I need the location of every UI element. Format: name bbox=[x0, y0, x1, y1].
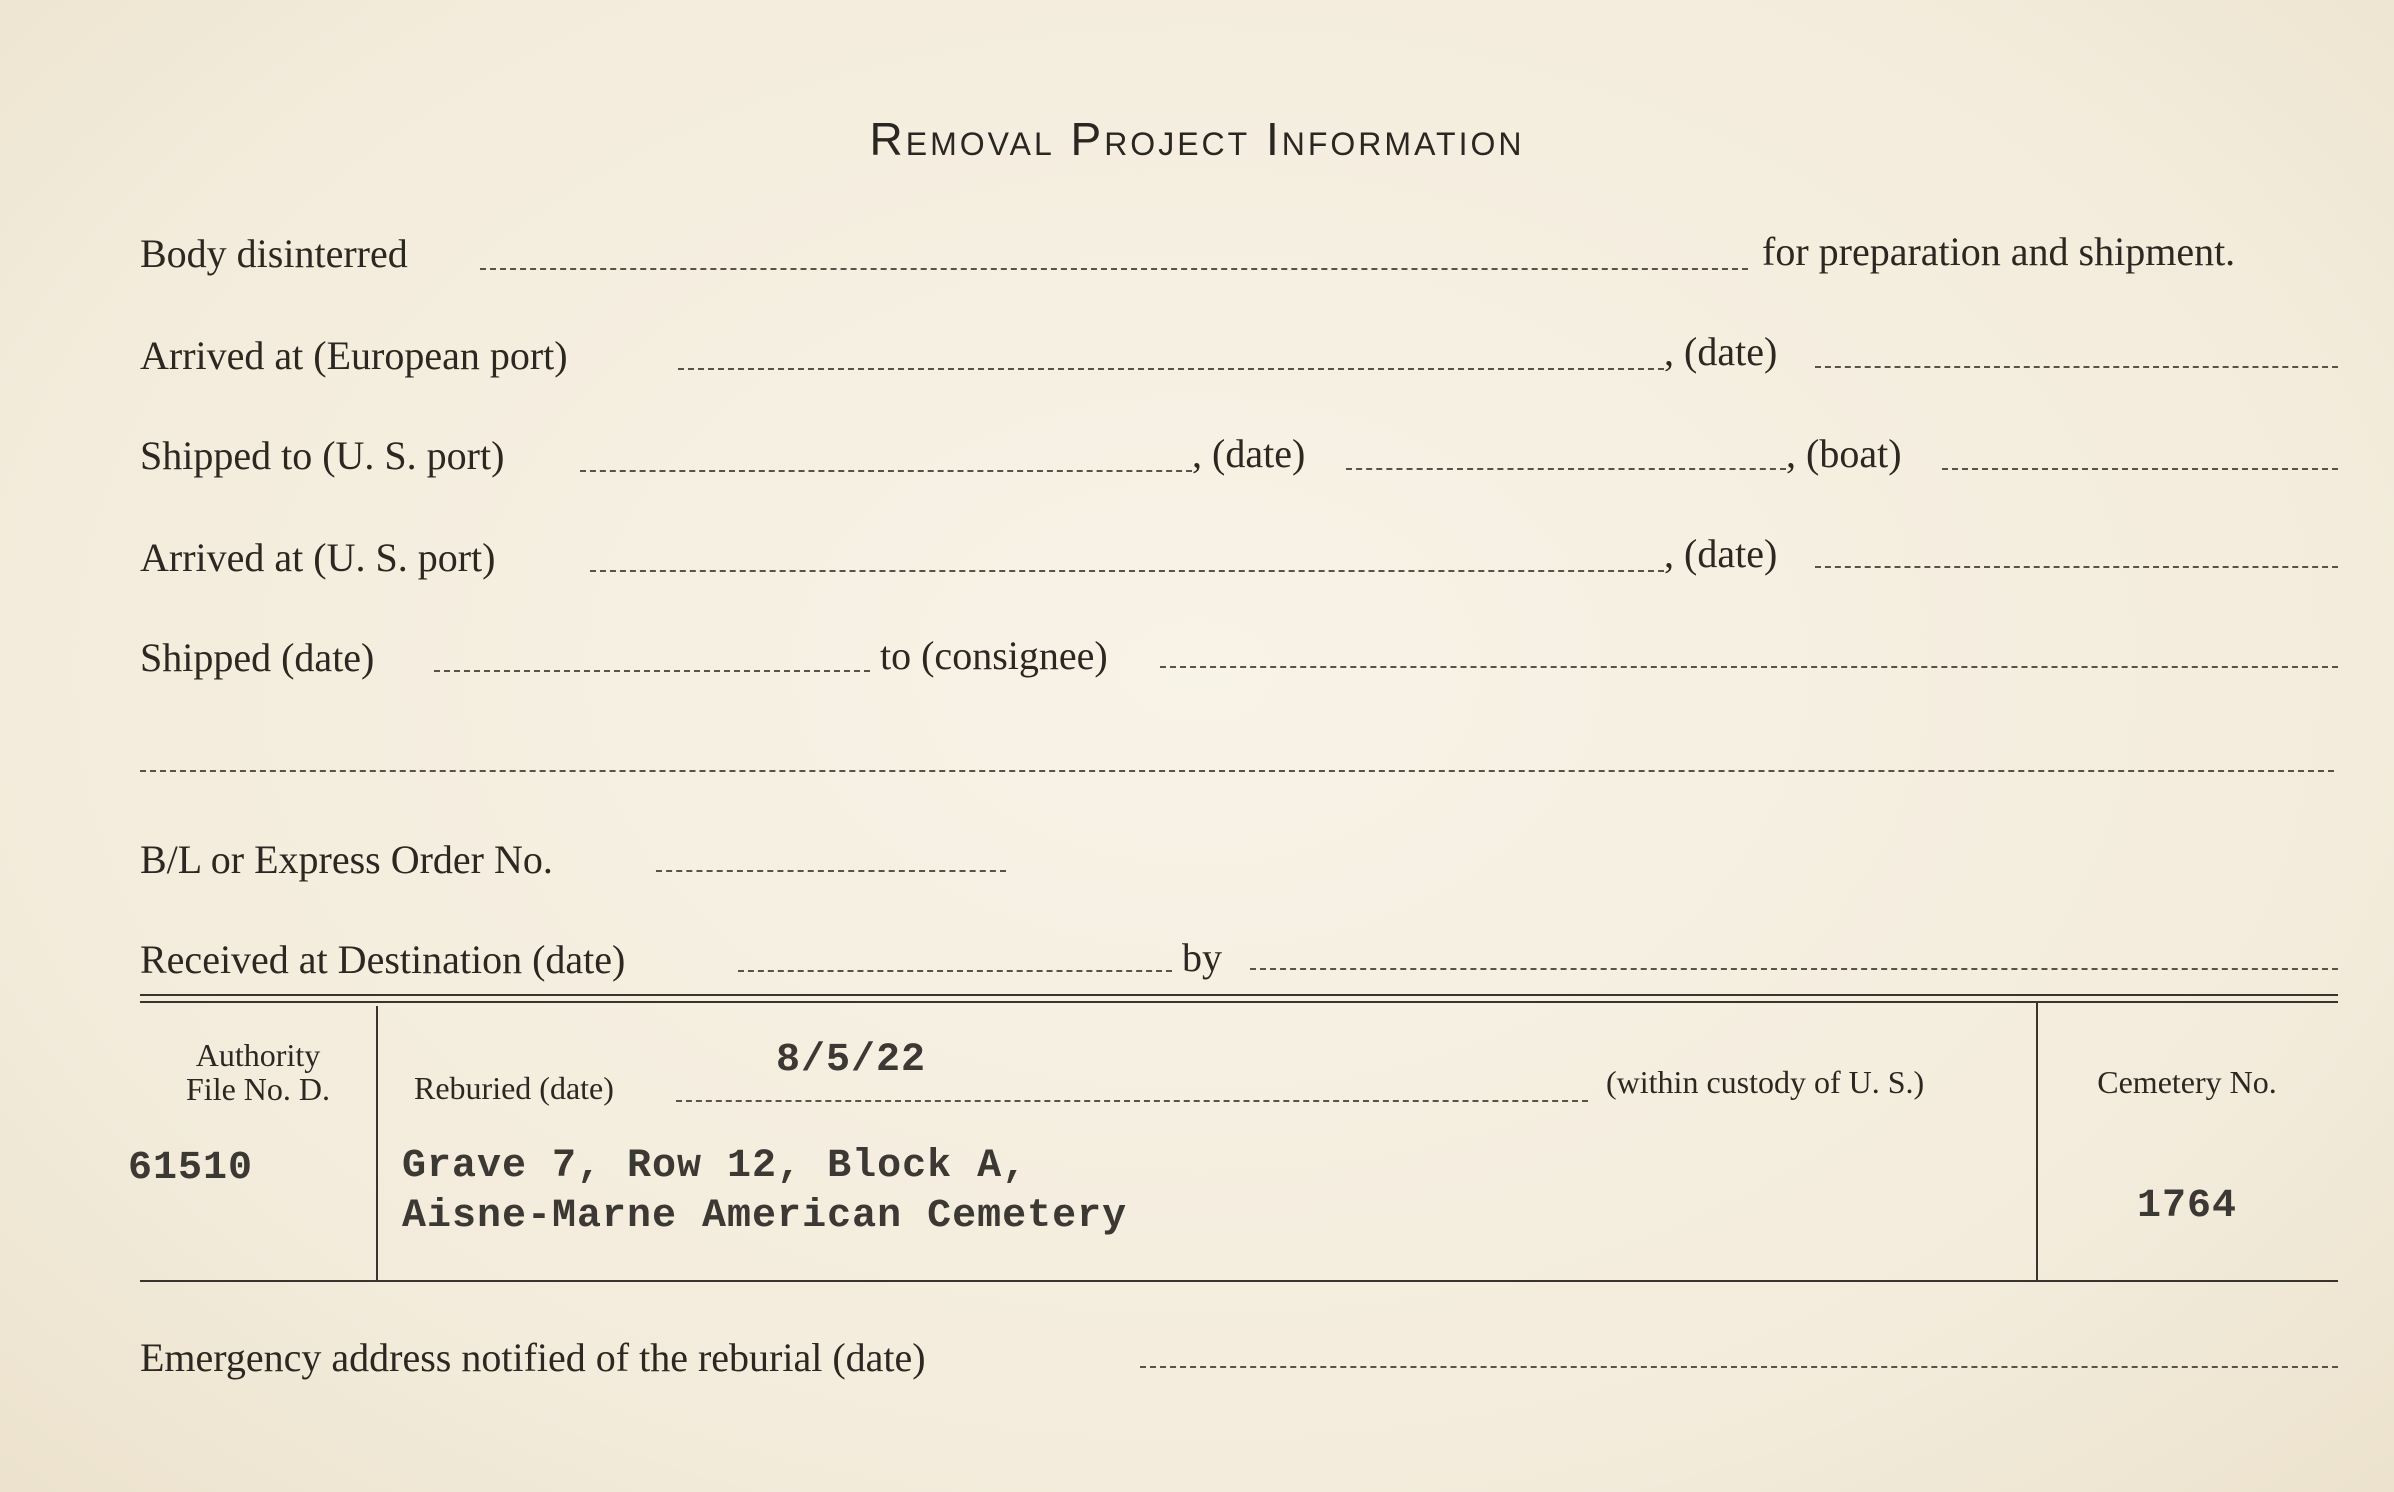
european-date-field[interactable] bbox=[1815, 366, 2338, 368]
box-top-rule bbox=[140, 994, 2338, 996]
box-divider-right bbox=[2036, 1002, 2038, 1280]
reburied-date-field[interactable] bbox=[676, 1100, 1588, 1102]
bl-express-order-label: B/L or Express Order No. bbox=[140, 837, 553, 882]
grave-location-line2: Aisne-Marne American Cemetery bbox=[402, 1194, 1128, 1239]
emergency-address-label: Emergency address notified of the reburial (date) bbox=[140, 1335, 926, 1380]
european-port-field[interactable] bbox=[678, 368, 1664, 370]
grave-location-line1: Grave 7, Row 12, Block A, bbox=[402, 1144, 1028, 1189]
boat-field[interactable] bbox=[1942, 468, 2338, 470]
arrived-us-port-field[interactable] bbox=[590, 570, 1664, 572]
consignee-continuation-field[interactable] bbox=[140, 770, 2334, 772]
shipped-date-field[interactable] bbox=[1346, 468, 1786, 470]
emergency-date-field[interactable] bbox=[1140, 1366, 2338, 1368]
shipped-date-field[interactable] bbox=[434, 670, 870, 672]
shipped-to-us-port-label: Shipped to (U. S. port) bbox=[140, 433, 505, 478]
reburied-date-label: Reburied (date) bbox=[414, 1070, 614, 1106]
cemetery-no-value: 1764 bbox=[2136, 1184, 2237, 1229]
date-label: , (date) bbox=[1664, 329, 1778, 374]
to-consignee-label: to (consignee) bbox=[880, 633, 1108, 678]
reburied-date-value: 8/5/22 bbox=[776, 1038, 927, 1083]
date-label: , (date) bbox=[1192, 431, 1306, 476]
arrived-us-port-label: Arrived at (U. S. port) bbox=[140, 535, 496, 580]
box-top-rule-inner bbox=[140, 1001, 2338, 1003]
for-preparation-label: for preparation and shipment. bbox=[1762, 229, 2236, 274]
by-label: by bbox=[1182, 935, 1222, 980]
page-title: Removal Project Information bbox=[869, 113, 1525, 165]
authority-label-line1: Authority bbox=[195, 1037, 321, 1073]
arrived-us-date-field[interactable] bbox=[1815, 566, 2338, 568]
received-destination-label: Received at Destination (date) bbox=[140, 937, 626, 982]
body-disinterred-label: Body disinterred bbox=[140, 231, 408, 276]
body-disinterred-field[interactable] bbox=[480, 268, 1748, 270]
shipped-date-label: Shipped (date) bbox=[140, 635, 375, 680]
box-bottom-rule bbox=[140, 1280, 2338, 1282]
date-label: , (date) bbox=[1664, 531, 1778, 576]
boat-label: , (boat) bbox=[1786, 431, 1902, 476]
arrived-european-port-label: Arrived at (European port) bbox=[140, 333, 568, 378]
received-by-field[interactable] bbox=[1250, 968, 2338, 970]
authority-label-line2: File No. D. bbox=[186, 1071, 330, 1107]
us-port-field[interactable] bbox=[580, 470, 1192, 472]
box-divider-left bbox=[376, 1006, 378, 1280]
bl-order-field[interactable] bbox=[656, 870, 1006, 872]
custody-label: (within custody of U. S.) bbox=[1606, 1064, 1925, 1100]
received-date-field[interactable] bbox=[738, 970, 1172, 972]
cemetery-no-label: Cemetery No. bbox=[2097, 1064, 2277, 1100]
consignee-field[interactable] bbox=[1160, 666, 2338, 668]
authority-file-number: 61510 bbox=[128, 1146, 254, 1191]
authority-label bbox=[140, 1038, 376, 1106]
